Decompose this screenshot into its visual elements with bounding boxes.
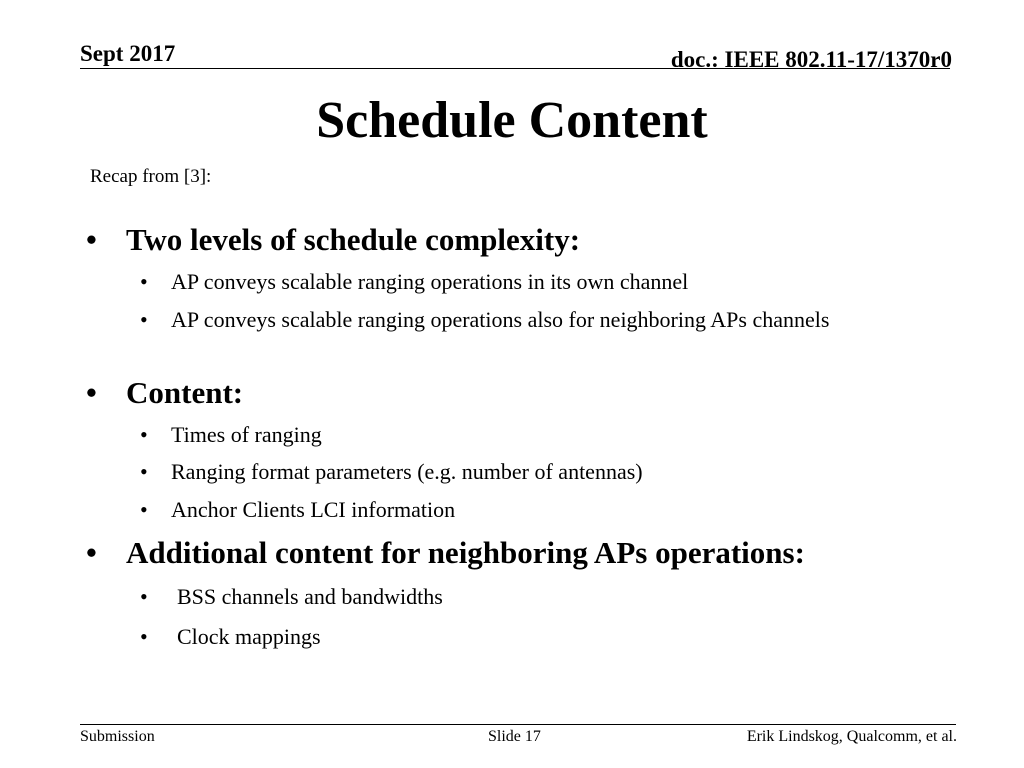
- bullet-icon: •: [140, 307, 148, 332]
- bullet-icon: •: [86, 535, 97, 570]
- sub-bullet-text: Ranging format parameters (e.g. number of antennas): [171, 459, 643, 484]
- footer-rule: [80, 724, 956, 725]
- bullet-text: Two levels of schedule complexity:: [126, 222, 581, 257]
- footer-slide-number: Slide 17: [488, 728, 541, 745]
- recap-note: Recap from [3]:: [90, 166, 212, 187]
- slide-title: Schedule Content: [316, 92, 708, 149]
- footer-authors: Erik Lindskog, Qualcomm, et al.: [746, 728, 957, 745]
- bullet-icon: •: [140, 269, 148, 294]
- bullet-icon: •: [86, 375, 97, 410]
- sub-bullet-text: Anchor Clients LCI information: [171, 497, 456, 522]
- sub-bullet-text: Clock mappings: [177, 624, 321, 649]
- sub-bullet-text: Times of ranging: [171, 422, 322, 447]
- sub-bullet-text: AP conveys scalable ranging operations also for neighboring APs channels: [171, 307, 830, 332]
- header-doc-id: doc.: IEEE 802.11-17/1370r0: [670, 47, 952, 72]
- bullet-text: Additional content for neighboring APs operations:: [126, 535, 805, 570]
- sub-bullet-text: BSS channels and bandwidths: [177, 584, 443, 609]
- bullet-icon: •: [140, 422, 148, 447]
- bullet-icon: •: [140, 459, 148, 484]
- bullet-icon: •: [140, 624, 148, 649]
- bullet-icon: •: [86, 222, 97, 257]
- bullet-icon: •: [140, 497, 148, 522]
- sub-bullet-text: AP conveys scalable ranging operations in its own channel: [171, 269, 689, 294]
- header-date: Sept 2017: [80, 41, 176, 66]
- bullet-icon: •: [140, 584, 148, 609]
- footer-submission: Submission: [80, 728, 155, 745]
- bullet-text: Content:: [126, 375, 244, 410]
